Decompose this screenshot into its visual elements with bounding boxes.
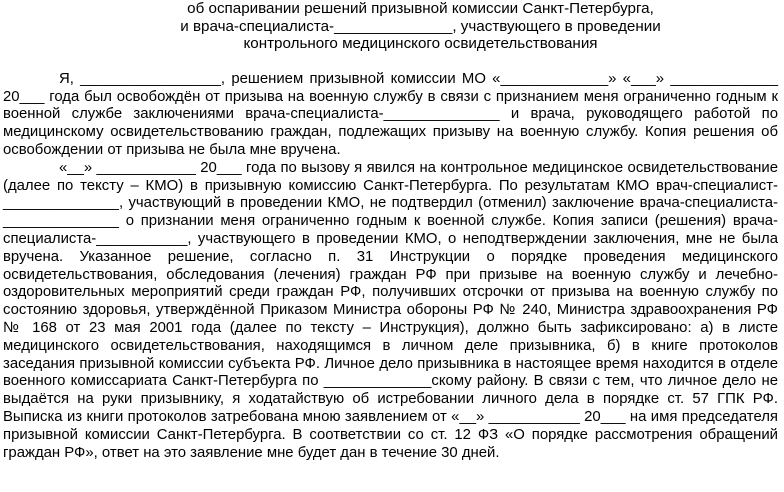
header-line-2: и врача-специалиста-______________, участвующего в проведении — [180, 17, 661, 35]
header-line-1: об оспаривании решений призывной комиссии Санкт-Петербурга, — [187, 0, 654, 17]
document-body — [3, 71, 778, 463]
paragraph-statement: Я, _________________, решением призывной комиссии МО «_____________» «___» _____________ 20___ года был освобождён от призыва на военную службу в связи с признанием меня ограниченно годным к военной службе заключениями врача-специалиста-______________ и врача, руководящего работой по медицинскому освидетельствованию граждан, подлежащих призыву на военную службу. Копия решения об освобождении от призыва не была мне вручена. — [3, 70, 778, 158]
document-header — [63, 0, 778, 53]
paragraph-kmo: «__» ____________ 20___ года по вызову я явился на контрольное медицинское освидетельствование (далее по тексту – КМО) в призывную комиссию Санкт-Петербурга. По результатам КМО врач-специалист-______________, участвующий в проведении КМО, не подтвердил (отменил) заключение врача-специалиста-______________ о признании меня ограниченно годным к военной службе. Копия записи (решения) врача-специалиста-___________, участвующего в проведении КМО, о неподтверждении заключения, мне не была вручена. Указанное решение, согласно п. 31 Инструкции о порядке проведения медицинского освидетельствования, обследования (лечения) граждан РФ при призыве на военную службу и лечебно-оздоровительных мероприятий среди граждан РФ, получивших отсрочки от призыва на военную службу по состоянию здоровья, утверждённой Приказом Министра обороны РФ № 240, Министра здравоохранения РФ № 168 от 23 мая 2001 года (далее по тексту – Инструкция), должно быть зафиксировано: а) в листе медицинского освидетельствования, находящимся в личном деле призывника, б) в книге протоколов заседания призывной комиссии субъекта РФ. Личное дело призывника в настоящее время находится в отделе военного комиссариата Санкт-Петербурга по _____________скому району. В связи с тем, что личное дело не выдаётся на руки призывнику, я ходатайствую об истребовании личного дела в порядке ст. 57 ГПК РФ. Выписка из книги протоколов затребована мною заявлением от «__» ___________ 20___ на имя председателя призывной комиссии Санкт-Петербурга. В соответствии со ст. 12 ФЗ «О порядке рассмотрения обращений граждан РФ», ответ на это заявление мне будет дан в течение 30 дней. — [3, 159, 778, 461]
header-line-3: контрольного медицинского освидетельствования — [243, 35, 598, 53]
